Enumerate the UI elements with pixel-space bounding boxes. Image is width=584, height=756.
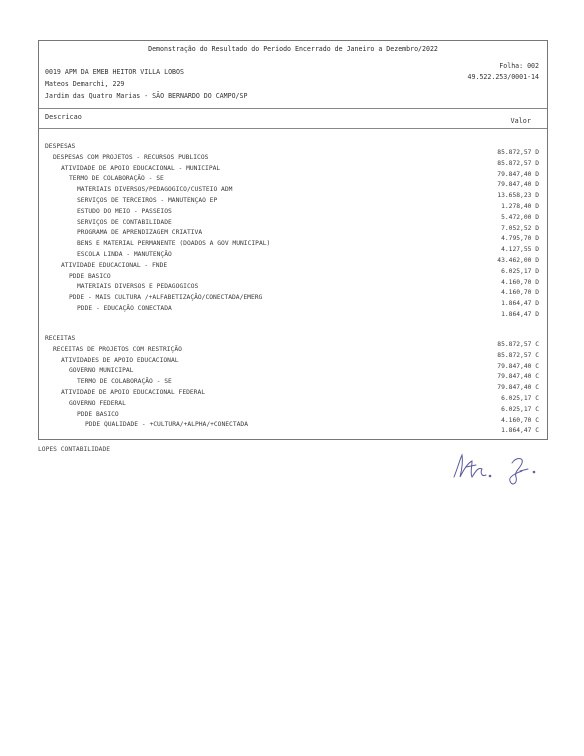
entity-name: 0019 APM DA EMEB HEITOR VILLA LOBOS — [45, 68, 184, 76]
despesa-row-value: 13.658,23 D — [497, 192, 539, 200]
despesa-row-label: DESPESAS — [45, 143, 76, 150]
entity-address: Mateos Demarchi, 229 — [45, 80, 125, 88]
despesa-row-label: PROGRAMA DE APRENDIZAGEM CRIATIVA — [77, 229, 203, 237]
header-divider — [39, 108, 547, 109]
despesa-row-value: 85.872,57 D — [497, 149, 539, 156]
despesa-row-label: ATIVIDADE EDUCACIONAL - FNDE — [61, 261, 168, 269]
receita-row-label: PDDE QUALIDADE - +CULTURA/+ALPHA/+CONECTADA — [85, 421, 249, 429]
entity-district: Jardim das Quatro Marias - SÃO BERNARDO DO CAMPO/SP — [45, 92, 248, 100]
column-divider — [39, 128, 547, 129]
despesa-row-value: 85.872,57 D — [497, 159, 539, 167]
despesa-row-label: ATIVIDADE DE APOIO EDUCACIONAL - MUNICIPAL — [61, 164, 221, 172]
despesa-row-value: 7.052,52 D — [501, 224, 539, 232]
despesa-row-value: 1.278,40 D — [501, 203, 539, 210]
receita-row-label: RECEITAS — [45, 335, 76, 342]
report-frame — [38, 40, 548, 440]
receita-row-label: GOVERNO MUNICIPAL — [69, 367, 134, 375]
despesa-row-label: MATERIAIS DIVERSOS/PEDAGOGICO/CUSTEIO ADM — [77, 186, 233, 194]
despesa-row-label: SERVIÇOS DE TERCEIROS - MANUTENÇAO EP — [77, 197, 218, 204]
receita-row-label: RECEITAS DE PROJETOS COM RESTRIÇÃO — [53, 345, 182, 353]
despesa-row-label: ESCOLA LINDA - MANUTENÇÃO — [77, 251, 172, 258]
despesa-row-value: 4.795,70 D — [501, 235, 539, 243]
despesa-row-label: ESTUDO DO MEIO - PASSEIOS — [77, 207, 172, 215]
page-number: Folha: 002 — [499, 62, 539, 70]
receita-row-value: 6.025,17 C — [501, 395, 539, 402]
despesa-row-label: DESPESAS COM PROJETOS - RECURSOS PUBLICOS — [53, 153, 209, 161]
despesa-row-value: 79.847,40 D — [497, 181, 539, 189]
receita-row-label: TERMO DE COLABORAÇÃO - SE — [77, 378, 172, 386]
despesa-row-value: 5.472,00 D — [501, 213, 539, 221]
despesa-row-value: 4.127,55 D — [501, 246, 539, 254]
despesa-row-value: 1.864,47 D — [501, 311, 539, 318]
receita-row-label: ATIVIDADES DE APOIO EDUCACIONAL — [61, 356, 179, 364]
receita-row-value: 1.864,47 C — [501, 427, 539, 435]
despesa-row-label: PDDE - MAIS CULTURA /+ALFABETIZAÇÃO/CONECTADA/EMERG — [69, 294, 263, 302]
accountant-name: LOPES CONTABILIDADE — [38, 446, 111, 453]
despesa-row-label: PDDE BASICO — [69, 272, 111, 280]
despesa-row-value: 1.864,47 D — [501, 300, 539, 308]
despesa-row-label: MATERIAIS DIVERSOS E PEDAGOGICOS — [77, 283, 199, 291]
despesa-row-value: 79.847,40 D — [497, 170, 539, 178]
receita-row-value: 85.872,57 C — [497, 341, 539, 348]
signature-image — [450, 447, 560, 487]
receita-row-value: 79.847,40 C — [497, 373, 539, 381]
receita-row-value: 79.847,40 C — [497, 362, 539, 370]
cnpj: 49.522.253/0001-14 — [467, 73, 539, 81]
receita-row-value: 85.872,57 C — [497, 351, 539, 359]
despesa-row-value: 43.462,00 D — [497, 257, 539, 264]
despesa-row-value: 6.025,17 D — [501, 267, 539, 275]
receita-row-value: 6.025,17 C — [501, 405, 539, 413]
despesa-row-value: 4.160,70 D — [501, 289, 539, 297]
despesa-row-label: TERMO DE COLABORAÇÃO - SE — [69, 175, 164, 183]
receita-row-label: ATIVIDADE DE APOIO EDUCACIONAL FEDERAL — [61, 389, 206, 396]
report-title: Demonstração do Resultado do Periodo Encerrado de Janeiro a Dezembro/2022 — [148, 45, 438, 53]
description-column-header: Descricao — [45, 113, 82, 121]
despesa-row-label: SERVIÇOS DE CONTABILIDADE — [77, 218, 172, 226]
receita-row-value: 79.847,40 C — [497, 384, 539, 392]
receita-row-label: PDDE BASICO — [77, 410, 119, 418]
value-column-header: Valor — [510, 117, 531, 125]
receita-row-label: GOVERNO FEDERAL — [69, 399, 126, 407]
receita-row-value: 4.160,70 C — [501, 416, 539, 424]
despesa-row-label: BENS E MATERIAL PERMANENTE (DOADOS A GOV MUNICIPAL) — [77, 240, 271, 248]
despesa-row-value: 4.160,70 D — [501, 278, 539, 286]
despesa-row-label: PDDE - EDUCAÇÃO CONECTADA — [77, 305, 172, 312]
